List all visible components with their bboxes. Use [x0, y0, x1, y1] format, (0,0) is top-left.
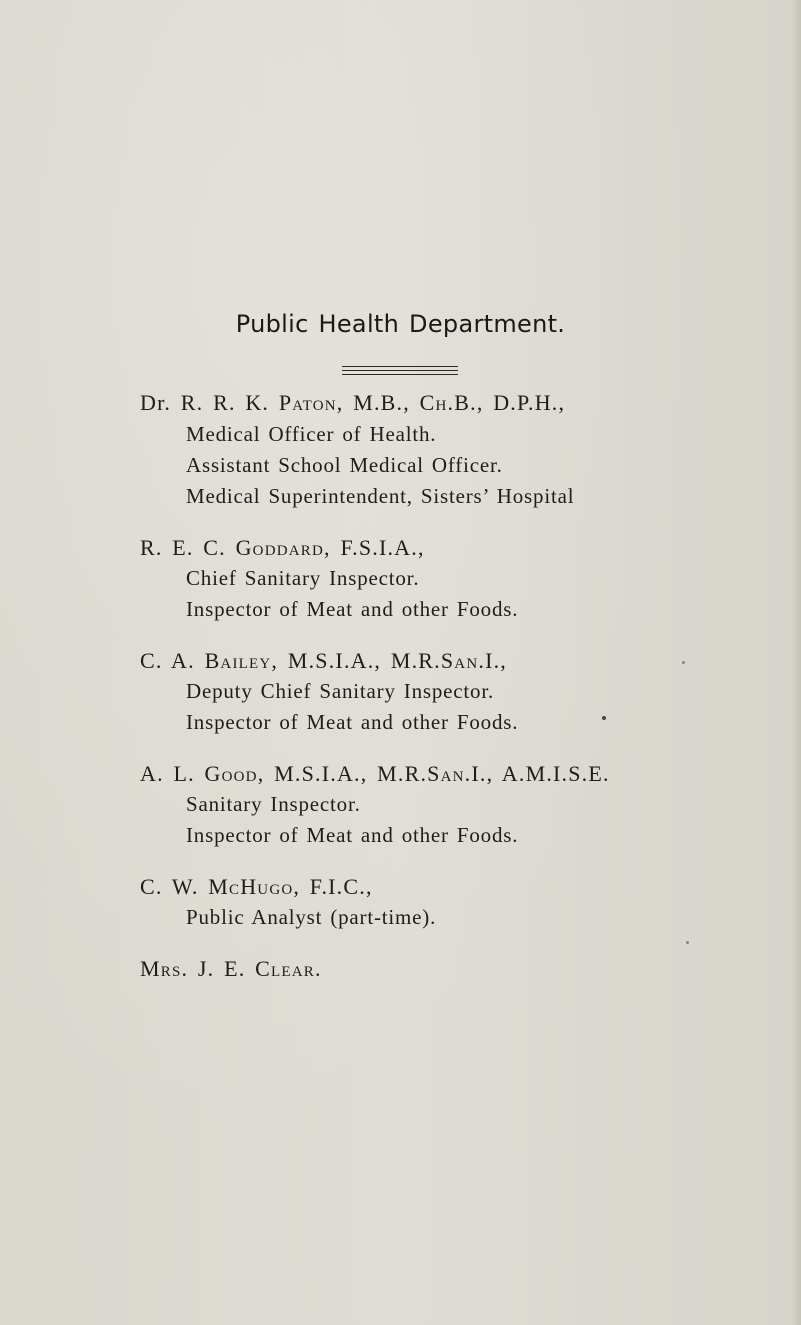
staff-surname-qualifications: Paton, M.B., Ch.B., D.P.H.,: [278, 390, 566, 415]
staff-surname-qualifications: Goddard, F.S.I.A.,: [235, 535, 425, 560]
staff-role: Medical Superintendent, Sisters’ Hospital: [186, 484, 575, 508]
staff-initials: C. A.: [140, 648, 205, 673]
staff-initials: C. W.: [140, 874, 209, 899]
staff-role: Inspector of Meat and other Foods.: [186, 823, 519, 847]
staff-role: Sanitary Inspector.: [186, 792, 361, 816]
title-rule: [342, 370, 458, 371]
staff-name: [140, 874, 373, 900]
staff-role: Public Analyst (part-time).: [186, 905, 437, 929]
staff-name: [140, 761, 610, 787]
staff-role: Medical Officer of Health.: [186, 422, 437, 446]
staff-name: [140, 956, 322, 982]
staff-initials: Dr. R. R. K.: [140, 390, 279, 415]
ink-speck: [682, 661, 685, 664]
staff-surname-qualifications: Bailey, M.S.I.A., M.R.San.I.,: [204, 648, 507, 673]
staff-initials: R. E. C.: [140, 535, 236, 560]
ink-speck: [686, 941, 689, 944]
staff-surname-qualifications: Good, M.S.I.A., M.R.San.I., A.M.I.S.E.: [204, 761, 610, 786]
staff-role: Inspector of Meat and other Foods.: [186, 597, 519, 621]
staff-surname-qualifications: McHugo, F.I.C.,: [208, 874, 373, 899]
ink-speck: [602, 716, 606, 720]
title-rule: [342, 366, 458, 367]
staff-name: [140, 535, 425, 561]
staff-surname-qualifications: Mrs. J. E. Clear.: [140, 956, 322, 981]
staff-initials: A. L.: [140, 761, 205, 786]
page-edge-shadow: [791, 0, 801, 1325]
staff-role: Deputy Chief Sanitary Inspector.: [186, 679, 495, 703]
staff-role: Inspector of Meat and other Foods.: [186, 710, 519, 734]
staff-name: [140, 648, 507, 674]
staff-role: Assistant School Medical Officer.: [186, 453, 503, 477]
title-rule: [342, 374, 458, 375]
staff-name: [140, 390, 565, 416]
page-title: Public Health Department.: [235, 310, 566, 338]
staff-role: Chief Sanitary Inspector.: [186, 566, 420, 590]
